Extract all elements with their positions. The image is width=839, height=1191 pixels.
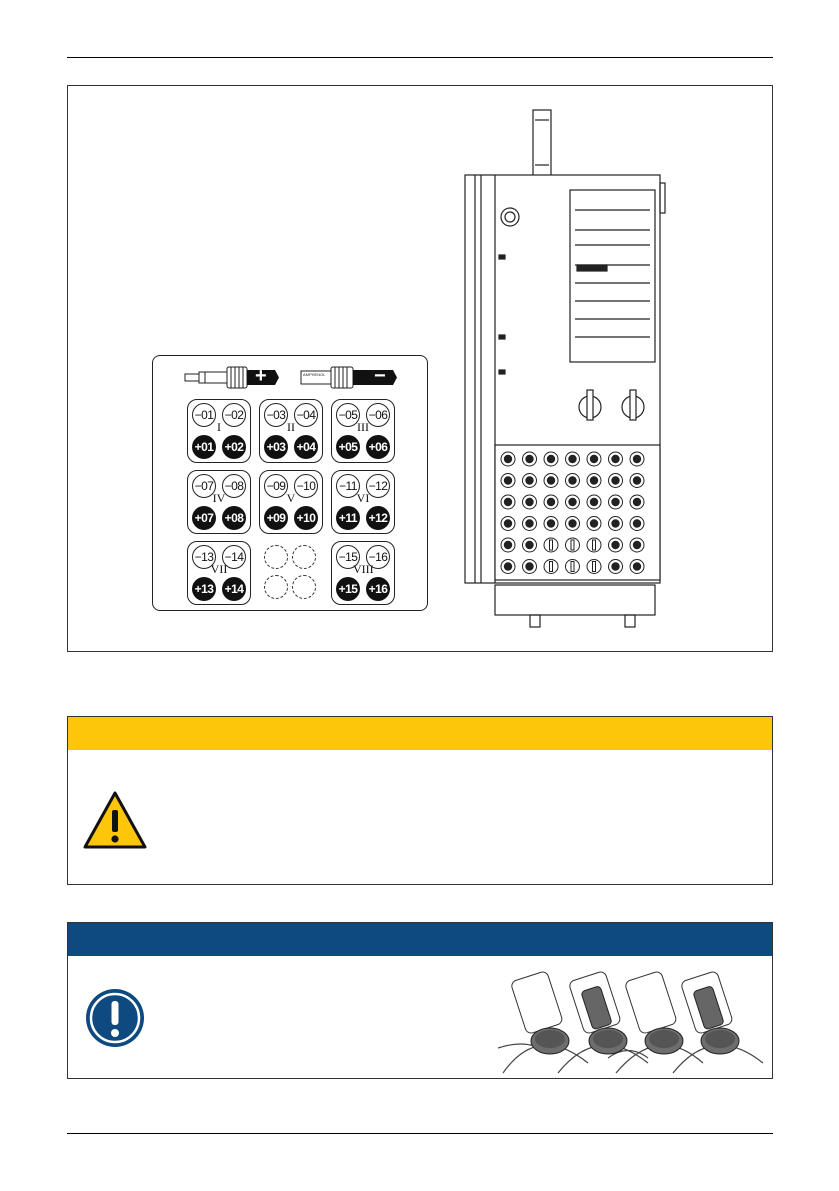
string-roman-numeral: IV [212, 491, 226, 505]
positive-pin: +13 [192, 577, 216, 601]
negative-brand-label: AMPHENOL [303, 372, 326, 377]
positive-pin: +11 [336, 506, 360, 530]
positive-pin: +04 [294, 435, 318, 459]
negative-pin: −05 [336, 403, 360, 427]
dc-port-center [525, 562, 533, 570]
string-roman-numeral: II [287, 420, 295, 434]
empty-pin-slot [264, 575, 288, 599]
dc-port-center [611, 541, 619, 549]
negative-pin: −01 [192, 403, 216, 427]
dc-port-center [590, 519, 598, 527]
warning-header-bar [68, 717, 772, 750]
positive-pin: +14 [222, 577, 246, 601]
positive-pin: +06 [366, 435, 390, 459]
dc-port-center [568, 519, 576, 527]
dc-port-center [547, 519, 555, 527]
dc-port-center [633, 476, 641, 484]
exclamation-circle-icon [84, 987, 146, 1049]
negative-pin: −03 [264, 403, 288, 427]
pin-group [259, 470, 323, 534]
dc-port-center [504, 498, 512, 506]
negative-pin: −15 [336, 545, 360, 569]
pin-group [259, 399, 323, 463]
positive-pin: +08 [222, 506, 246, 530]
negative-pin: −08 [222, 474, 246, 498]
dc-port-center [525, 476, 533, 484]
positive-pin: +09 [264, 506, 288, 530]
string-roman-numeral: VIII [353, 562, 374, 576]
dc-port-center [547, 498, 555, 506]
connector-illustration [183, 364, 403, 392]
dc-port-center [611, 519, 619, 527]
dc-port-center [525, 541, 533, 549]
dc-port-center [593, 562, 596, 572]
pin-group [331, 399, 395, 463]
sealing-cap-top [593, 1030, 623, 1048]
dc-port-center [590, 498, 598, 506]
sealing-cap-top [705, 1030, 735, 1048]
string-roman-numeral: VI [356, 491, 370, 505]
pin-group [187, 541, 251, 605]
dc-port-center [633, 455, 641, 463]
dc-port-center [633, 498, 641, 506]
dc-port-center [550, 562, 553, 572]
negative-pin: −11 [336, 474, 360, 498]
empty-pin-slot [292, 545, 316, 569]
positive-pin: +01 [192, 435, 216, 459]
positive-pin: +05 [336, 435, 360, 459]
dc-port-center [611, 562, 619, 570]
dc-port-center [633, 562, 641, 570]
negative-pin: −10 [294, 474, 318, 498]
dc-port-center [525, 455, 533, 463]
dc-port-center [611, 476, 619, 484]
positive-pin: +03 [264, 435, 288, 459]
dc-port-center [525, 519, 533, 527]
positive-pin: +12 [366, 506, 390, 530]
string-roman-numeral: I [217, 420, 221, 434]
dc-port-center [547, 455, 555, 463]
dc-port-center [571, 540, 574, 550]
dc-port-center [550, 540, 553, 550]
negative-pin: −09 [264, 474, 288, 498]
dc-port-center [568, 476, 576, 484]
inverter-drawing [455, 105, 670, 630]
dc-port-center [611, 455, 619, 463]
positive-pin: +10 [294, 506, 318, 530]
connector-body [510, 970, 563, 1034]
dc-port-center [504, 455, 512, 463]
negative-pin: −16 [366, 545, 390, 569]
warning-box [67, 716, 773, 885]
dc-port-center [593, 540, 596, 550]
empty-pin-slot [292, 575, 316, 599]
negative-pin: −04 [294, 403, 318, 427]
negative-pin: −12 [366, 474, 390, 498]
header-rule [67, 57, 773, 58]
connector-body [624, 970, 677, 1034]
pin-group [187, 470, 251, 534]
dc-port-center [568, 498, 576, 506]
dc-port-center [590, 455, 598, 463]
dc-port-center [504, 541, 512, 549]
empty-pin-slot [264, 545, 288, 569]
footer-rule [67, 1133, 773, 1134]
positive-pin: +02 [222, 435, 246, 459]
dc-port-center [525, 498, 533, 506]
negative-pin: −02 [222, 403, 246, 427]
negative-pin: −06 [366, 403, 390, 427]
note-header-bar [68, 923, 772, 956]
pin-group [259, 541, 323, 605]
negative-sign: − [374, 365, 386, 387]
dc-port-center [571, 562, 574, 572]
pin-group [331, 541, 395, 605]
dc-port-center [504, 476, 512, 484]
warning-triangle-icon [82, 790, 148, 850]
dc-port-center [504, 562, 512, 570]
sealing-cap-top [535, 1030, 565, 1048]
string-roman-numeral: V [286, 491, 296, 505]
connector-caps-illustration [498, 963, 771, 1078]
positive-pin: +15 [336, 577, 360, 601]
dc-port-center [568, 455, 576, 463]
sealing-cap-top [649, 1030, 679, 1048]
negative-pin: −14 [222, 545, 246, 569]
dc-port-center [590, 476, 598, 484]
dc-port-center [504, 519, 512, 527]
pin-group [187, 399, 251, 463]
string-roman-numeral: VII [210, 562, 228, 576]
dc-port-center [611, 498, 619, 506]
positive-sign: + [255, 365, 267, 387]
note-box [67, 922, 773, 1079]
positive-pin: +16 [366, 577, 390, 601]
dc-port-center [633, 541, 641, 549]
negative-pin: −13 [192, 545, 216, 569]
negative-pin: −07 [192, 474, 216, 498]
dc-port-center [633, 519, 641, 527]
pin-assignment-panel [152, 355, 428, 611]
positive-pin: +07 [192, 506, 216, 530]
dc-port-center [547, 476, 555, 484]
string-roman-numeral: III [357, 420, 369, 434]
pin-group [331, 470, 395, 534]
